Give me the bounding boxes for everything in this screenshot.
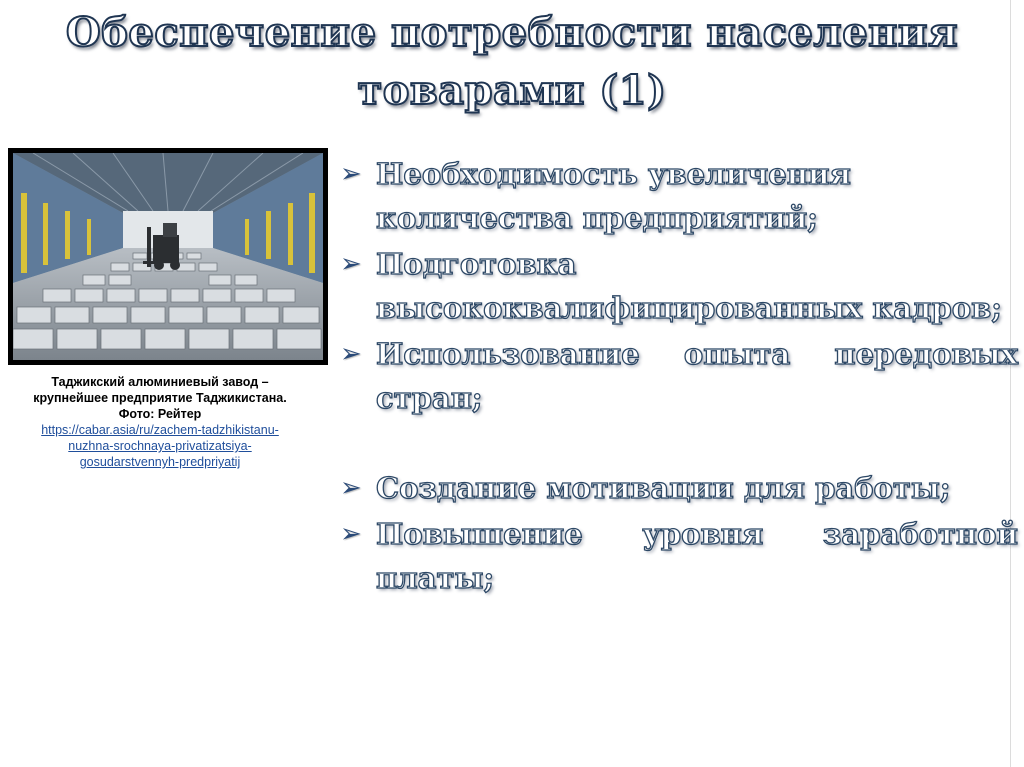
bullet-list: [338, 152, 1018, 646]
factory-photo: [8, 148, 328, 365]
bullet-text: Необходимость увеличения количества предприятий;: [376, 157, 851, 235]
bullet-text: Повышение уровня заработной платы;: [376, 517, 1018, 595]
slide-title-line-2: товарами (1): [357, 67, 667, 114]
bullet-text: Создание мотивации для работы;: [376, 471, 951, 505]
photo-caption: [12, 374, 308, 470]
factory-warehouse-photo-icon: [13, 153, 323, 360]
source-link-line-2[interactable]: nuzhna-srochnaya-privatizatsiya-: [68, 439, 252, 453]
bullet-item: [338, 466, 1018, 510]
arrow-bullet-icon: ➢: [340, 339, 362, 369]
bullet-item: [338, 512, 1018, 644]
caption-line-2: крупнейшее предприятие Таджикистана.: [33, 391, 287, 405]
arrow-bullet-icon: ➢: [340, 473, 362, 503]
caption-line-3: Фото: Рейтер: [118, 407, 202, 421]
bullet-text: Использование опыта передовых стран;: [376, 337, 1018, 415]
bullet-item: [338, 152, 1018, 240]
caption-line-1: Таджикский алюминиевый завод –: [51, 375, 269, 389]
arrow-bullet-icon: ➢: [340, 519, 362, 549]
source-link-line-1[interactable]: https://cabar.asia/ru/zachem-tadzhikistanu-: [41, 423, 279, 437]
arrow-bullet-icon: ➢: [340, 159, 362, 189]
slide-title-line-1: Обеспечение потребности населения: [65, 9, 959, 56]
source-link-line-3[interactable]: gosudarstvennyh-predpriyatij: [79, 455, 241, 469]
arrow-bullet-icon: ➢: [340, 249, 362, 279]
bullet-text: Подготовка высококвалифицированных кадров;: [376, 247, 1002, 325]
bullet-item: [338, 242, 1018, 330]
slide-title: [60, 4, 964, 120]
bullet-item: [338, 332, 1018, 464]
